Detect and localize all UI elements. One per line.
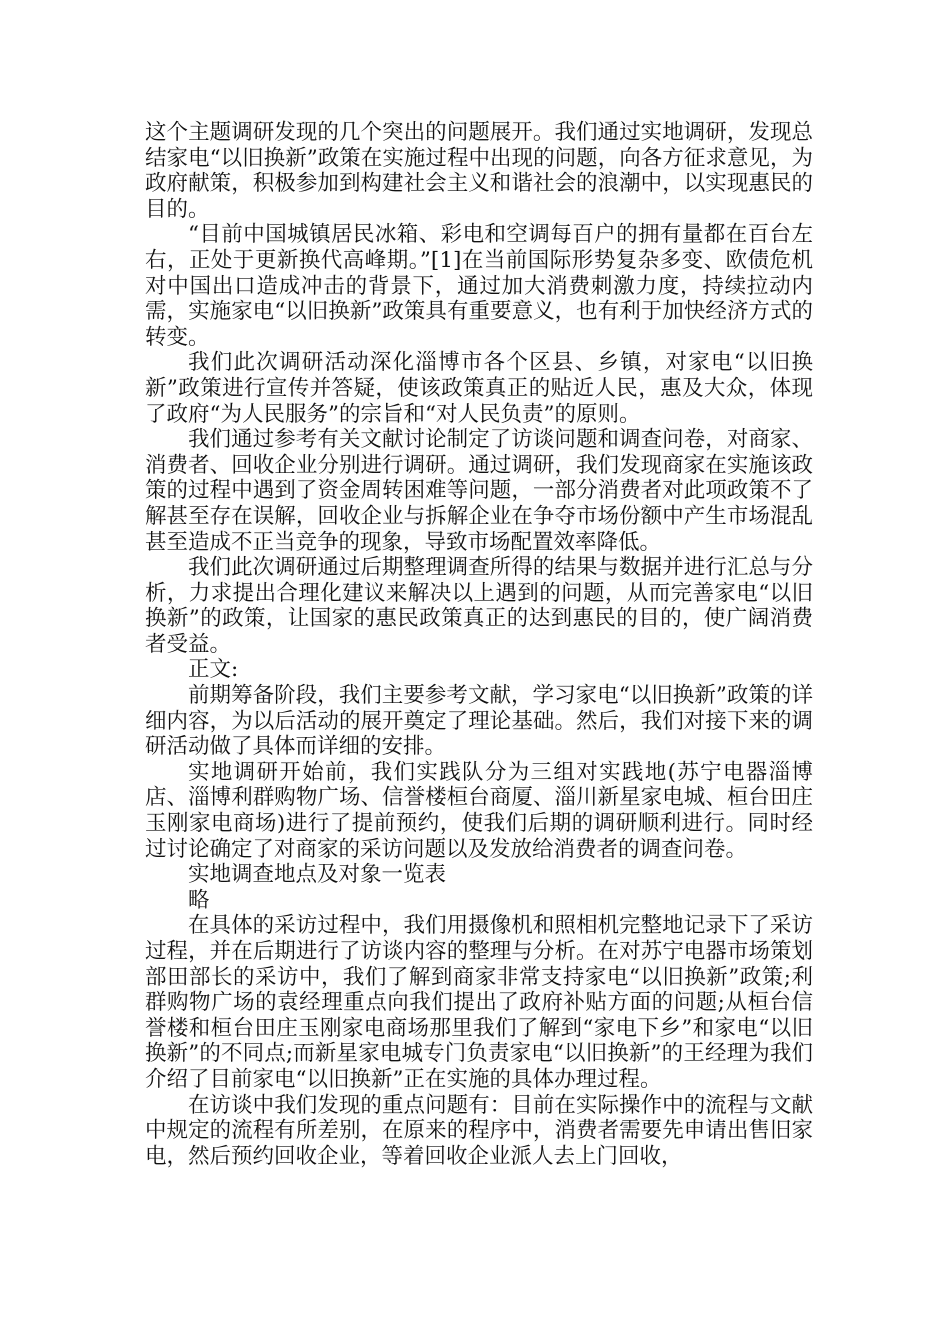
paragraph-interview-process: 在具体的采访过程中，我们用摄像机和照相机完整地记录下了采访过程，并在后期进行了访谈内容的整理与分析。在对苏宁电器市场策划部田部长的采访中，我们了解到商家非常支持家电“以旧换新”政策;利群购物广场的袁经理重点向我们提出了政府补贴方面的问题;从桓台信誉楼和桓台田庄玉刚家电商场那里我们了解到“家电下乡”和家电“以旧换新”的不同点;而新星家电城专门负责家电“以旧换新”的王经理为我们介绍了目前家电“以旧换新”正在实施的具体办理过程。 <box>145 913 813 1092</box>
section-heading-main-text: 正文: <box>188 657 239 683</box>
paragraph-field-survey-plan: 实地调研开始前，我们实践队分为三组对实践地(苏宁电器淄博店、淄博利群购物广场、信誉楼桓台商厦、淄川新星家电城、桓台田庄玉刚家电商场)进行了提前预约，使我们后期的调研顺利进行。同时经过讨论确定了对商家的采访问题以及发放给消费者的调查问卷。 <box>145 759 813 862</box>
paragraph-research-goal: 我们此次调研通过后期整理调查所得的结果与数据并进行汇总与分析，力求提出合理化建议来解决以上遇到的问题，从而完善家电“以旧换新”的政策，让国家的惠民政策真正的达到惠民的目的，使广阔消费者受益。 <box>145 555 813 657</box>
paragraph-preparation-phase: 前期筹备阶段，我们主要参考文献，学习家电“以旧换新”政策的详细内容，为以后活动的展开奠定了理论基础。然后，我们对接下来的调研活动做了具体而详细的安排。 <box>145 683 813 760</box>
table-caption: 实地调查地点及对象一览表 <box>188 862 447 888</box>
paragraph-key-issues: 在访谈中我们发现的重点问题有：目前在实际操作中的流程与文献中规定的流程有所差别，在原来的程序中，消费者需要先申请出售旧家电，然后预约回收企业，等着回收企业派人去上门回收， <box>145 1092 813 1169</box>
paragraph-background-quote: “目前中国城镇居民冰箱、彩电和空调每百户的拥有量都在百台左右，正处于更新换代高峰期。”[1]在当前国际形势复杂多变、欧债危机对中国出口造成冲击的背景下，通过加大消费刺激力度，持续拉动内需，实施家电“以旧换新”政策具有重要意义，也有利于加快经济方式的转变。 <box>145 222 813 350</box>
document-body <box>145 120 813 1169</box>
paragraph-research-findings: 我们通过参考有关文献讨论制定了访谈问题和调查问卷，对商家、消费者、回收企业分别进行调研。通过调研，我们发现商家在实施该政策的过程中遇到了资金周转困难等问题，一部分消费者对此项政策不了解甚至存在误解，回收企业与拆解企业在争夺市场份额中产生市场混乱甚至造成不正当竞争的现象，导致市场配置效率降低。 <box>145 427 813 555</box>
paragraph-intro-continuation: 这个主题调研发现的几个突出的问题展开。我们通过实地调研，发现总结家电“以旧换新”政策在实施过程中出现的问题，向各方征求意见，为政府献策，积极参加到构建社会主义和谐社会的浪潮中，以实现惠民的目的。 <box>145 120 813 222</box>
paragraph-research-scope: 我们此次调研活动深化淄博市各个区县、乡镇，对家电“以旧换新”政策进行宣传并答疑，使该政策真正的贴近人民，惠及大众，体现了政府“为人民服务”的宗旨和“对人民负责”的原则。 <box>145 350 813 427</box>
table-omitted-note: 略 <box>188 887 210 913</box>
